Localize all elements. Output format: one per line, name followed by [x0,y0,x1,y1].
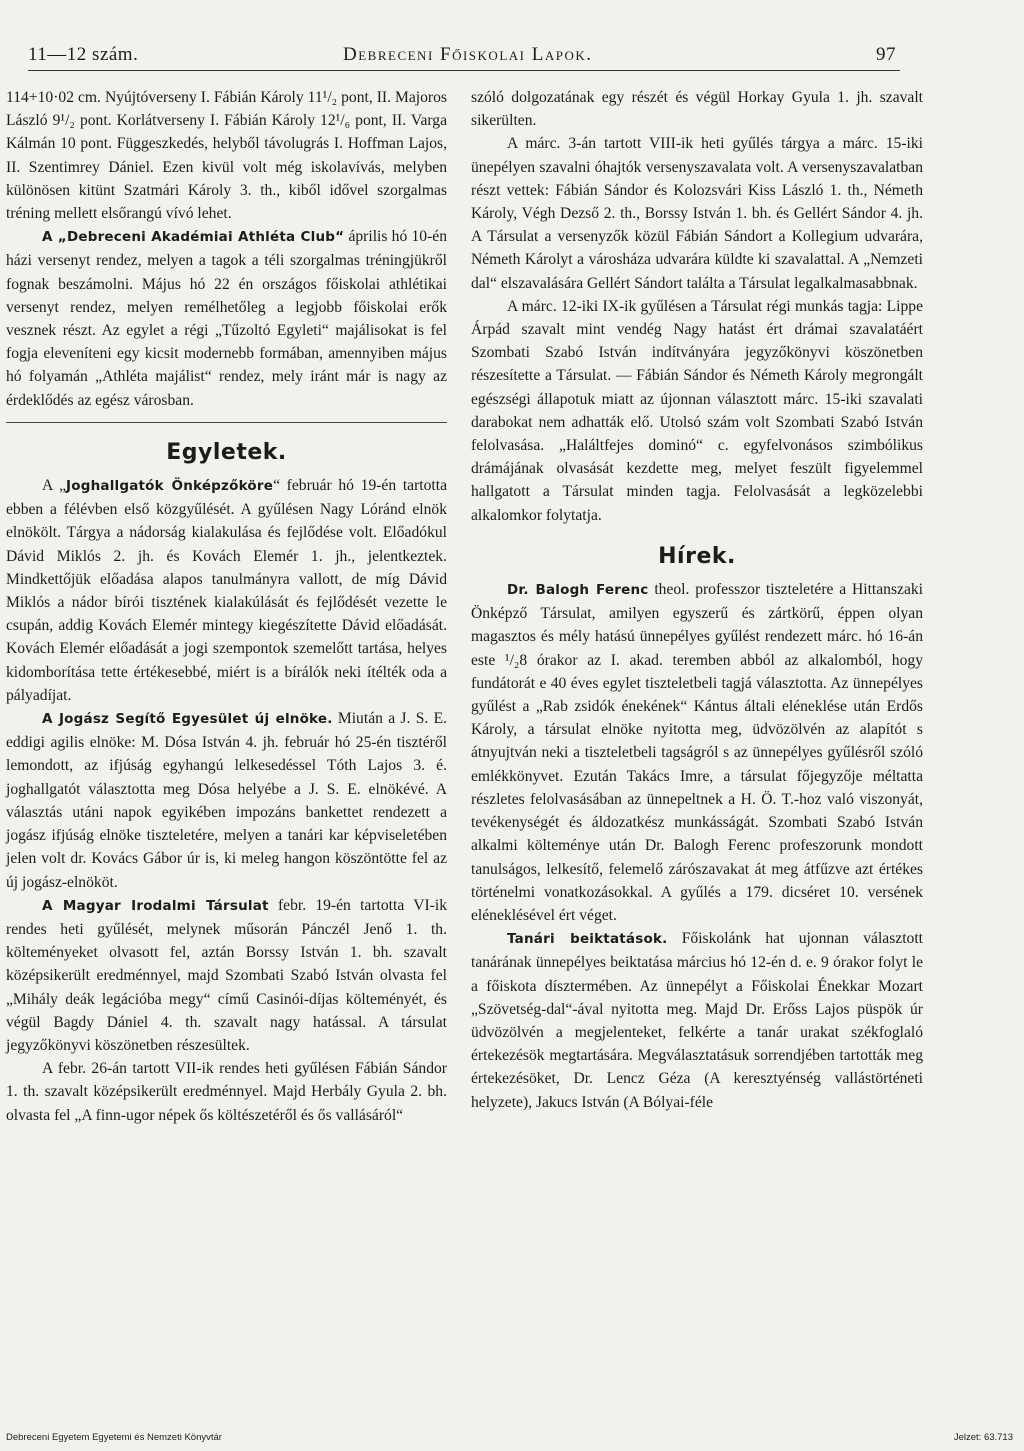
literary-society-heading: A Magyar Irodalmi Társulat [42,897,269,914]
sports-results-paragraph: 114+10·02 cm. Nyújtóverseny I. Fábián Károly 11¹/₂ pont, II. Majoros László 9¹/₂ pont. Korlátverseny I. Fábián Károly 12¹/₆ pont, II. Varga Kálmán 10 pont. Függeszkedés, helyből távolugrás I. Hoffman Lajos, II. Szentimrey Dániel. Ezen kivül volt még iskolavívás, melyben különösen kitünt Szatmári Károly 3. th., kiből idővel szorgalmas tréning mellett elsőrangú vívó lehet. [6,89,447,223]
right-column [471,86,923,1114]
march-3-meeting-paragraph: A márc. 3-án tartott VIII-ik heti gyűlés tárgya a márc. 15-iki ünepélyen szavalni óhajtók versenyszavalata volt. A versenyszavalatban részt vettek: Fábián Sándor és Kolozsvári Kiss László 1. th., Németh Károly, Végh Dezső 2. th., Borssy István 1. bh. és Gellért Sándor 4. jh. A Társulat a versenyzők közül Fábián Sándort a Kollegium udvarára, Németh Károlyt a városháza udvarára küldte ki szavalattal. A „Nemzeti dal“ elszavalására Gellért Sándort találta a Társulat legalkalmasabbnak. [471,135,923,292]
march-12-meeting-paragraph: A márc. 12-iki IX-ik gyűlésen a Társulat régi munkás tagja: Lippe Árpád szavalt mint vendég Nagy hatást ért drámai szavalatáért Szombati Szabó István indítványára jegyzőkönyvi köszönetben részesítette a Társulat. — Fábián Sándor és Németh Károly megrongált egészségi állapotuk miatt az újonnan választott márc. 15-iki szavalati darabokat nem adhatták elő. Utolsó szám volt Szombati Szabó István felolvasása. „Haláltfejes dominó“ c. egyfelvonásos szimbólikus drámájának olvasását kezdette meg, melyet feszült figyelemmel hallgatott a Társulat minden tagja. Felolvasását a legközelebbi alkalomkor folytatja. [471,297,923,524]
section-title-egyletek: Egyletek. [166,439,287,465]
page-number: 97 [876,44,896,65]
literary-society-text: febr. 19-én tartotta VI-ik rendes heti gyűlését, melynek műsorán Pánczél Jenő 1. th. költeményeket olvasott fel, aztán Borssy István 1. bh. szavalt középsikerült eredménnyel, majd Szombati Szabó István olvasta fel „Mihály deák legációba megy“ című Casinói-díjas költeményét, és végül Bagdy Dániel 4. th. szavalt nagy hatással. A társulat jegyzőkönyvi köszönetben részesültek. [6,896,447,1054]
page-header [28,44,896,72]
section-divider [6,422,447,423]
journal-title: Debreceni Főiskolai Lapok. [343,44,593,65]
athletic-club-text: április hó 10-én házi versenyt rendez, melyen a tagok a téli szorgalmas tréningjükről fognak beszámolni. Május hó 22 én országos főiskolai athlétikai versenyt rendez, melyen remélhetőleg a legjobb főiskolai erők vesznek részt. Az egylet a régi „Tűzoltó Egyleti“ majálisokat is fel fogja eleveníteni egy kicsit modernebb formában, amennyiben május hó folyamán „Athléta majálist“ rendez, mely iránt már is nagy az érdeklődés az egész városban. [6,228,447,409]
inauguration-heading: Tanári beiktatások. [507,931,668,948]
law-students-paragraph [6,474,447,707]
athletic-club-heading: A „Debreceni Akadémiai Athléta Club“ [42,229,345,246]
law-aid-heading: A Jogász Segítő Egyesület új elnöke. [42,711,333,728]
inauguration-paragraph [471,927,923,1114]
balogh-heading: Dr. Balogh Ferenc [507,582,649,599]
athletic-club-paragraph [6,225,447,412]
law-students-quote: A „ [42,477,67,495]
header-rule [28,70,900,71]
law-aid-paragraph [6,707,447,894]
issue-number: 11—12 szám. [28,44,139,65]
inauguration-text: Főiskolánk hat ujonnan választott tanárának ünnepélyes beiktatása március hó 12-én d. e. 9 órakor folyt le a főiskota dísztermében. Az ünnepélyt a Főiskolai Énekkar Mozart „Szövetség-dal“-ával nyitotta meg. Majd Dr. Erőss Lajos püspök úr üdvözölvén a megjelenteket, felkérte a tanár urakat székfoglaló értekezésök megtartására. Megválasztatásuk sorrendjében tartották meg értekezésöket, Dr. Lencz Géza (A keresztyénség vallástörténeti helyzete), Jakucs István (A Bólyai-féle [471,930,923,1111]
shelfmark: Jelzet: 63.713 [953,1432,1013,1443]
continuation-paragraph: szóló dolgozatának egy részét és végül Horkay Gyula 1. jh. szavalt sikerülten. [471,89,923,130]
law-students-heading: Joghallgatók Önképzőköre [66,478,274,495]
literary-society-paragraph [6,894,447,1057]
library-credit: Debreceni Egyetem Egyetemi és Nemzeti Könyvtár [6,1432,222,1443]
balogh-paragraph [471,578,923,927]
section-title-hirek: Hírek. [658,543,736,569]
balogh-text: theol. professzor tiszteletére a Hittanszaki Önképző Társulat, amilyen egyszerű és zártkörű, éppen olyan magasztos és mély hatású ünnepélyes gyűlést rendezett márc. hó 16-án este ¹/₂8 órakor az I. akad. teremben abból az alkalomból, hogy fundátorát e 40 éves egylet tiszteletbeli tagjá választotta. Az ünnepélyes gyűlést a „Rab zsidók énekének“ Kántus általi eléneklése után Erdős Károly, a társulat elnöke nyitotta meg, üdvözölvén az alapítót s átnyujtván neki a tiszteletbeli tagságról s az ünnepélyes gyűlésről szóló emlékkönyvet. Ezután Takács Imre, a társulat főjegyzője méltatta részletes felolvasásában az ünnepeltnek a H. Ö. T.-hoz való viszonyát, tevékenységét és áldozatkész munkásságát. Szombati Szabó István alkalmi költeménye után Dr. Balogh Ferenc profeszorunk mondott tanulságos, lelkesítő, felemelő zárószavakat át meg átfűzve azt értékes történelmi vonatkozásokkal. A gyűlés a 179. dicséret 10. versének eléneklésével ért véget. [471,581,924,924]
february-meeting-paragraph: A febr. 26-án tartott VII-ik rendes heti gyűlésen Fábián Sándor 1. th. szavalt középsikerült eredménnyel. Majd Herbály Gyula 2. bh. olvasta fel „A finn-ugor népek ős költészetéről és ős vallásáról“ [6,1060,447,1124]
law-aid-text: Miután a J. S. E. eddigi agilis elnöke: M. Dósa István 4. jh. február hó 25-én tisztéről lemondott, az ifjúság egyhangú lelkesedéssel Tóth Lajos 3. é. joghallgatót választotta meg Dósa helyébe a J. S. E. elnökévé. A választás utáni napok egyikében impozáns bankettet rendezett a jogász ifjúság elnöke tiszteletére, melyen a tanári kar képviseletében jelen volt dr. Kovács Gábor úr is, ki meleg hangon köszöntötte fel az új jogász-elnököt. [6,710,447,891]
left-column [6,86,447,1127]
law-students-text: “ február hó 19-én tartotta ebben a félévben első közgyűlését. A gyűlésen Nagy Lóránd elnök elnökölt. Tárgya a nádorság kialakulása és fejlődése volt. Előadókul Dávid Miklós 2. jh. és Kovách Elemér 1. jh., jelentkeztek. Mindkettőjük előadása alapos tanulmányra vallott, de míg Dávid Miklós a nádor bírói tisztének kialakúlását és fejlődését vezette le csupán, addig Kovách Elemér mintegy kiegészítette Dávid előadását. Kovách Elemér előadását a jogi szempontok szemelőtt tartása, helyes kidomborítása tette értékesebbé, miért is a bírálók neki ítélték oda a pályadíjat. [6,477,447,704]
